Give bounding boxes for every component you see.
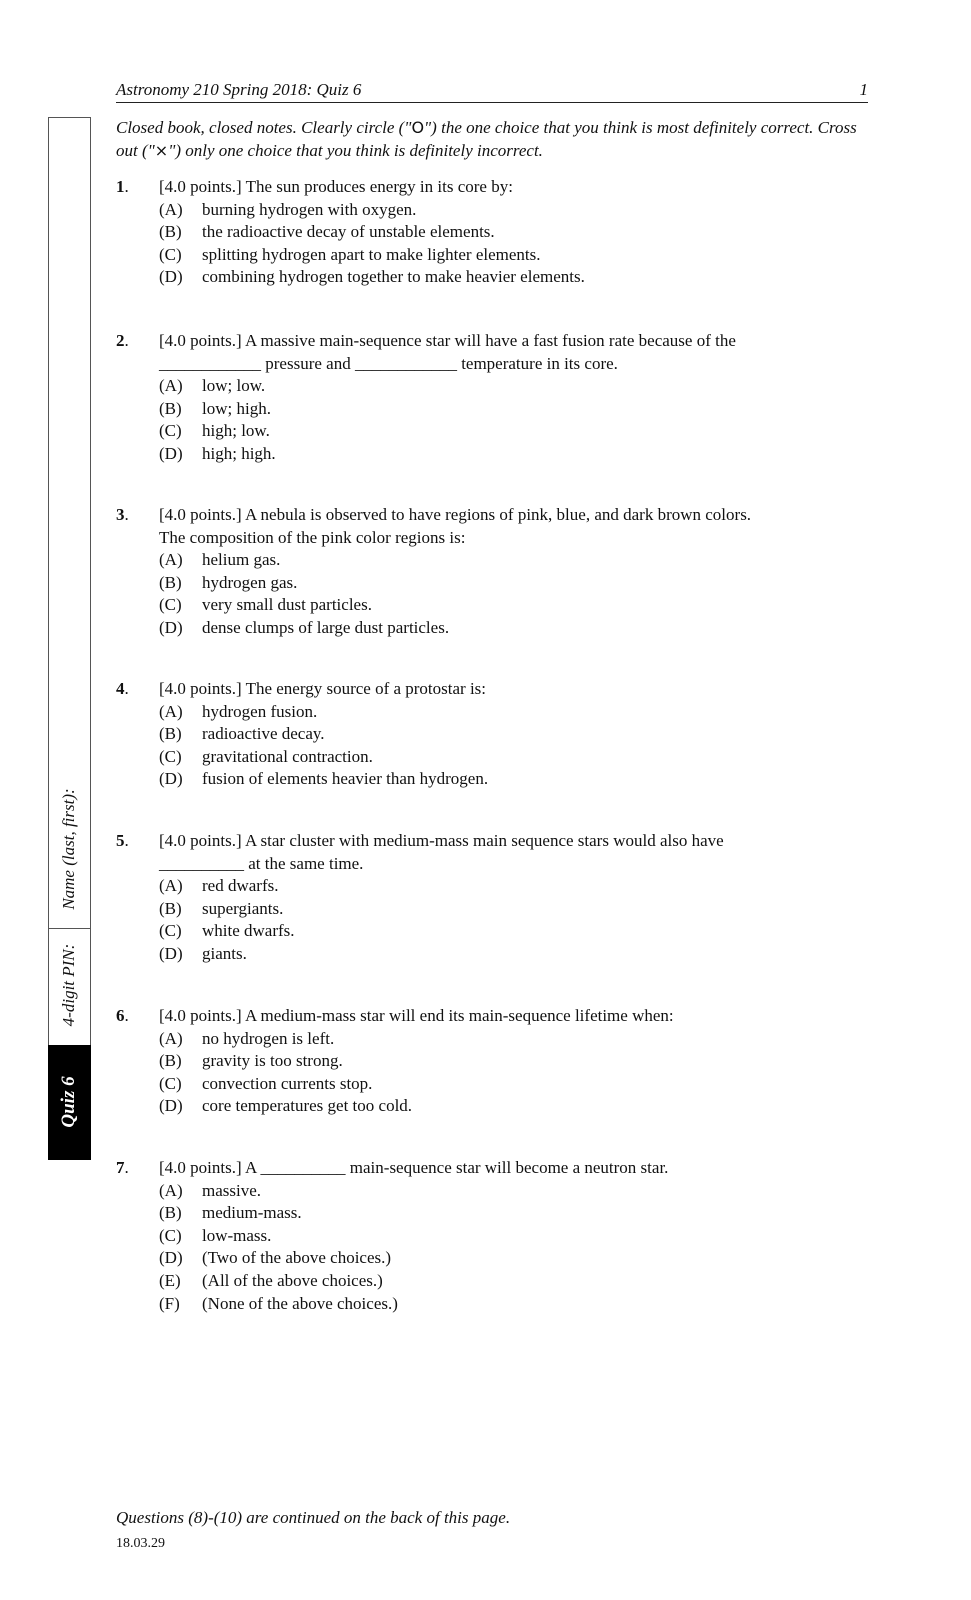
page-number: 1: [859, 80, 868, 99]
answer-choice[interactable]: [159, 1050, 876, 1073]
choice-text: high; low.: [202, 421, 270, 441]
choice-letter: (B): [159, 1051, 182, 1071]
choice-letter: (C): [159, 1073, 182, 1093]
choice-text: combining hydrogen together to make heavier elements.: [202, 267, 585, 287]
choice-text: low; high.: [202, 398, 271, 418]
print-date: 18.03.29: [116, 1536, 165, 1551]
choice-letter: (C): [159, 746, 182, 766]
choice-text: low; low.: [202, 376, 266, 396]
choice-letter: (C): [159, 244, 182, 264]
choice-letter: (D): [159, 617, 183, 637]
answer-choice[interactable]: [159, 701, 876, 724]
question-number-value: 7: [116, 1158, 125, 1177]
question-number-value: 3: [116, 505, 125, 524]
choice-letter: (E): [159, 1270, 181, 1290]
choice-letter: (B): [159, 398, 182, 418]
question-stem-line: ____________ pressure and ____________ temperature in its core.: [159, 353, 618, 373]
quiz-title: Astronomy 210 Spring 2018: Quiz 6: [116, 80, 362, 99]
choice-letter: (A): [159, 876, 183, 896]
choice-letter: (C): [159, 421, 182, 441]
choice-letter: (B): [159, 1203, 182, 1223]
choice-letter: (B): [159, 898, 182, 918]
choice-text: dense clumps of large dust particles.: [202, 617, 450, 637]
quiz-label: Quiz 6: [58, 1076, 79, 1128]
question-stem-line: [4.0 points.] A nebula is observed to have regions of pink, blue, and dark brown colors.: [159, 505, 752, 524]
question-7: [116, 1157, 876, 1315]
choice-letter: (D): [159, 769, 183, 789]
choice-text: gravitational contraction.: [202, 746, 373, 766]
instructions-part-2: ") the one choice that you think is most definitely correct. Cross out (": [116, 118, 857, 160]
answer-choice[interactable]: [159, 594, 876, 617]
choice-text: low-mass.: [202, 1225, 272, 1245]
answer-choice[interactable]: [159, 768, 876, 791]
answer-choice[interactable]: [159, 1293, 876, 1316]
question-number-value: 6: [116, 1006, 125, 1025]
answer-choice[interactable]: [159, 920, 876, 943]
choice-text: helium gas.: [202, 550, 281, 570]
question-body: [159, 504, 876, 640]
answer-choice[interactable]: [159, 572, 876, 595]
choice-letter: (D): [159, 1096, 183, 1116]
question-number: 4.: [116, 679, 129, 698]
question-stem-line: [4.0 points.] The energy source of a protostar is:: [159, 679, 487, 698]
question-stem-line: __________ at the same time.: [159, 853, 364, 873]
question-stem-line: [4.0 points.] A medium-mass star will end its main-sequence lifetime when:: [159, 1006, 674, 1025]
choice-text: convection currents stop.: [202, 1073, 373, 1093]
choice-text: splitting hydrogen apart to make lighter elements.: [202, 244, 541, 264]
continuation-note: Questions (8)-(10) are continued on the back of this page.: [116, 1508, 511, 1527]
choice-text: hydrogen gas.: [202, 572, 298, 592]
cross-symbol: ×: [154, 141, 169, 160]
choice-text: (All of the above choices.): [202, 1270, 383, 1290]
circle-symbol: O: [411, 118, 425, 137]
question-stem-line: [4.0 points.] A __________ main-sequence star will become a neutron star.: [159, 1158, 669, 1177]
question-stem-line: [4.0 points.] The sun produces energy in its core by:: [159, 177, 513, 196]
choice-text: radioactive decay.: [202, 724, 325, 744]
answer-choice[interactable]: [159, 617, 876, 640]
choice-text: massive.: [202, 1180, 262, 1200]
choice-letter: (D): [159, 443, 183, 463]
choice-letter: (D): [159, 1248, 183, 1268]
question-body: [159, 1157, 876, 1315]
question-number-value: 4: [116, 679, 125, 698]
strip-divider: [48, 928, 91, 929]
choice-letter: (B): [159, 572, 182, 592]
choice-letter: (A): [159, 1028, 183, 1048]
choice-text: giants.: [202, 943, 247, 963]
choice-letter: (F): [159, 1293, 180, 1313]
instructions-text: [116, 116, 876, 162]
choice-text: high; high.: [202, 443, 276, 463]
question-1: [116, 176, 876, 289]
answer-choice[interactable]: [159, 898, 876, 921]
choice-text: core temperatures get too cold.: [202, 1096, 413, 1116]
choice-letter: (C): [159, 921, 182, 941]
question-number: 3.: [116, 505, 129, 524]
question-6: [116, 1005, 876, 1118]
answer-choice[interactable]: [159, 266, 876, 289]
choice-letter: (D): [159, 943, 183, 963]
question-body: [159, 830, 876, 966]
choice-text: red dwarfs.: [202, 876, 279, 896]
choice-letter: (A): [159, 550, 183, 570]
answer-choice[interactable]: [159, 1247, 876, 1270]
question-body: [159, 678, 876, 791]
answer-choice[interactable]: [159, 875, 876, 898]
question-number: 6.: [116, 1006, 129, 1025]
choice-letter: (B): [159, 222, 182, 242]
choice-text: supergiants.: [202, 898, 284, 918]
question-2: [116, 330, 876, 466]
question-number: 5.: [116, 831, 129, 850]
question-number: 2.: [116, 331, 129, 350]
choice-text: medium-mass.: [202, 1203, 302, 1223]
choice-text: white dwarfs.: [202, 921, 295, 941]
answer-choice[interactable]: [159, 443, 876, 466]
choice-text: (Two of the above choices.): [202, 1248, 392, 1268]
choice-text: the radioactive decay of unstable elements.: [202, 222, 495, 242]
answer-choice[interactable]: [159, 375, 876, 398]
answer-choice[interactable]: [159, 1270, 876, 1293]
instructions-part-1: Closed book, closed notes. Clearly circle (": [116, 118, 412, 137]
question-body: [159, 1005, 876, 1118]
choice-letter: (C): [159, 595, 182, 615]
pin-field-label[interactable]: 4-digit PIN:: [59, 943, 78, 1027]
question-number-value: 5: [116, 831, 125, 850]
question-body: [159, 330, 876, 466]
answer-choice[interactable]: [159, 398, 876, 421]
name-field-label[interactable]: Name (last, first):: [59, 788, 78, 910]
choice-text: hydrogen fusion.: [202, 701, 318, 721]
choice-text: fusion of elements heavier than hydrogen.: [202, 769, 489, 789]
instructions: [116, 116, 876, 162]
answer-choice[interactable]: [159, 1202, 876, 1225]
answer-choice[interactable]: [159, 1028, 876, 1051]
question-4: [116, 678, 876, 791]
question-body: [159, 176, 876, 289]
answer-choice[interactable]: [159, 221, 876, 244]
question-number-value: 2: [116, 331, 125, 350]
instructions-part-3: ") only one choice that you think is definitely incorrect.: [168, 141, 543, 160]
choice-letter: (A): [159, 376, 183, 396]
choice-text: very small dust particles.: [202, 595, 372, 615]
answer-choice[interactable]: [159, 1180, 876, 1203]
choice-text: no hydrogen is left.: [202, 1028, 335, 1048]
choice-letter: (D): [159, 267, 183, 287]
choice-letter: (C): [159, 1225, 182, 1245]
answer-choice[interactable]: [159, 199, 876, 222]
question-number: 1.: [116, 177, 129, 196]
question-5: [116, 830, 876, 966]
question-number-value: 1: [116, 177, 125, 196]
answer-choice[interactable]: [159, 1073, 876, 1096]
answer-choice[interactable]: [159, 943, 876, 966]
question-stem-line: [4.0 points.] A star cluster with medium-mass main sequence stars would also have: [159, 831, 724, 850]
choice-letter: (A): [159, 701, 183, 721]
answer-choice[interactable]: [159, 420, 876, 443]
question-3: [116, 504, 876, 640]
page-header: [116, 80, 868, 103]
choice-text: gravity is too strong.: [202, 1051, 343, 1071]
question-stem-line: [4.0 points.] A massive main-sequence star will have a fast fusion rate because of the: [159, 331, 736, 350]
question-stem-line: The composition of the pink color regions is:: [159, 527, 466, 547]
answer-choice[interactable]: [159, 723, 876, 746]
answer-choice[interactable]: [159, 244, 876, 267]
choice-text: (None of the above choices.): [202, 1293, 398, 1313]
answer-choice[interactable]: [159, 1225, 876, 1248]
choice-text: burning hydrogen with oxygen.: [202, 199, 417, 219]
question-number: 7.: [116, 1158, 129, 1177]
choice-letter: (A): [159, 199, 183, 219]
answer-choice[interactable]: [159, 746, 876, 769]
answer-choice[interactable]: [159, 1095, 876, 1118]
choice-letter: (B): [159, 724, 182, 744]
choice-letter: (A): [159, 1180, 183, 1200]
answer-choice[interactable]: [159, 549, 876, 572]
